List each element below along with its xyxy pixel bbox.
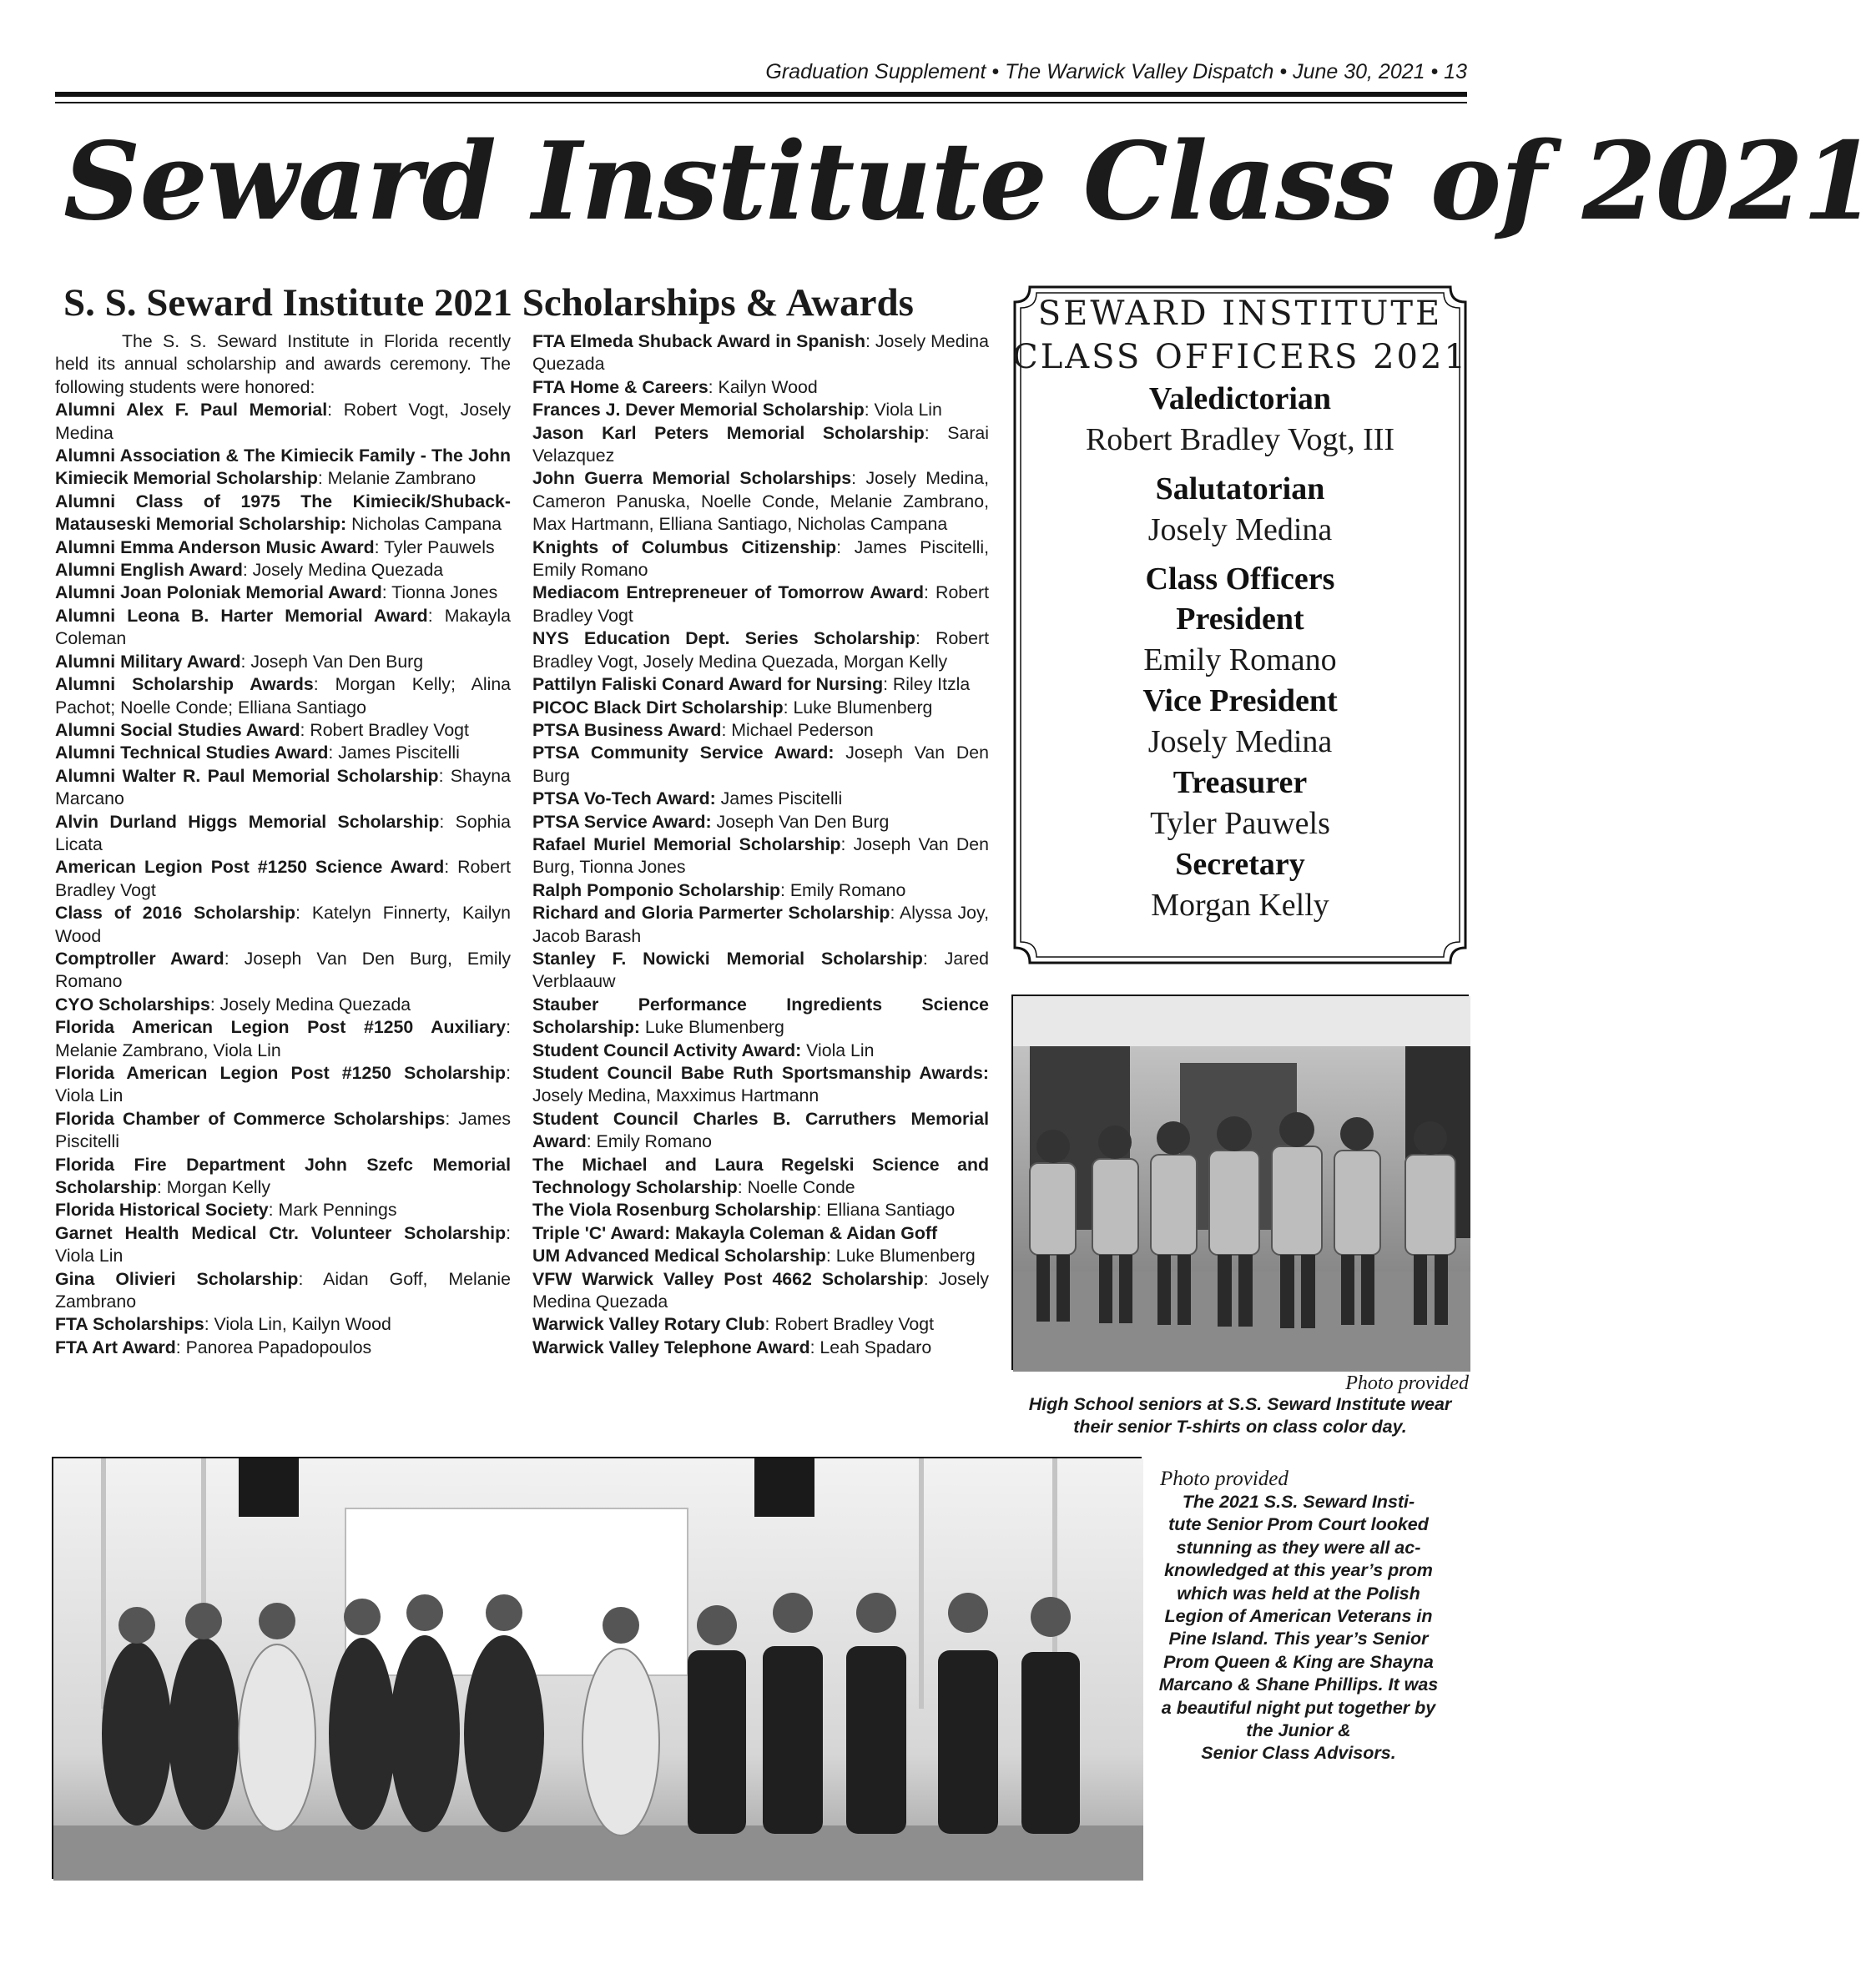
award-entry bbox=[55, 1062, 511, 1108]
award-entry bbox=[55, 765, 511, 811]
award-entry bbox=[532, 879, 989, 902]
award-entry bbox=[55, 811, 511, 857]
prom-court-photo bbox=[52, 1457, 1142, 1879]
award-entry bbox=[55, 651, 511, 673]
award-name: Alumni Social Studies Award bbox=[55, 719, 300, 740]
award-recipients: : Luke Blumenberg bbox=[783, 697, 933, 718]
award-name: Class of 2016 Scholarship bbox=[55, 903, 295, 924]
award-recipients: : Riley Itzla bbox=[883, 674, 971, 695]
vice-president-name: Josely Medina bbox=[1147, 724, 1333, 759]
award-name: NYS Education Dept. Series Scholarship bbox=[532, 628, 915, 649]
award-recipients: : Alyssa Joy, Jacob Barash bbox=[532, 903, 990, 946]
award-name: Alumni Association & The Kimiecik Family - The John Kimiecik Memorial Scholarship bbox=[55, 446, 511, 489]
award-recipients: : Joseph Van Den Burg bbox=[240, 651, 424, 672]
award-recipients: : Aidan Goff, Melanie Zambrano bbox=[55, 1268, 511, 1312]
award-entry bbox=[532, 811, 989, 833]
award-name: VFW Warwick Valley Post 4662 Scholarship bbox=[532, 1268, 924, 1289]
award-recipients: : Sophia Licata bbox=[55, 811, 511, 854]
award-entry bbox=[532, 399, 989, 421]
award-recipients: Joseph Van Den Burg bbox=[532, 743, 989, 786]
award-recipients: Viola Lin bbox=[801, 1040, 875, 1060]
award-name: Jason Karl Peters Memorial Scholarship bbox=[532, 422, 925, 443]
award-recipients: : Emily Romano bbox=[586, 1131, 713, 1152]
class-officers-label: Class Officers bbox=[1145, 561, 1335, 597]
award-name: PTSA Community Service Award: bbox=[532, 743, 835, 763]
award-entry bbox=[532, 1154, 989, 1200]
award-recipients: : Josely Medina Quezada bbox=[242, 560, 444, 581]
award-recipients: : Melanie Zambrano bbox=[317, 468, 477, 489]
award-entry bbox=[532, 673, 989, 696]
award-recipients: : Tyler Pauwels bbox=[374, 536, 495, 557]
award-name: Alumni Emma Anderson Music Award bbox=[55, 536, 375, 557]
award-entry bbox=[532, 1245, 989, 1267]
caption-line: tute Senior Prom Court looked bbox=[1168, 1514, 1429, 1535]
secretary-label: Secretary bbox=[1175, 847, 1305, 882]
award-recipients: : James Piscitelli bbox=[55, 1108, 511, 1152]
award-recipients: : Luke Blumenberg bbox=[825, 1246, 976, 1266]
award-name: FTA Elmeda Shuback Award in Spanish bbox=[532, 331, 865, 351]
award-entry bbox=[55, 399, 511, 445]
award-name: Mediacom Entrepreneuer of Tomorrow Award bbox=[532, 582, 924, 603]
award-recipients: : Joseph Van Den Burg, Tionna Jones bbox=[532, 833, 989, 878]
treasurer-label: Treasurer bbox=[1172, 765, 1308, 800]
award-name: Florida Chamber of Commerce Scholarships bbox=[55, 1108, 446, 1129]
officers-heading-line2: CLASS OFFICERS 2021 bbox=[1012, 338, 1468, 376]
award-name: Warwick Valley Rotary Club bbox=[532, 1314, 765, 1335]
award-entry bbox=[532, 994, 989, 1040]
award-entry bbox=[55, 491, 511, 536]
award-name: UM Advanced Medical Scholarship bbox=[532, 1246, 826, 1266]
header-rule bbox=[55, 92, 1467, 97]
award-entry bbox=[532, 627, 989, 673]
award-entry bbox=[532, 1199, 989, 1221]
award-entry bbox=[532, 719, 989, 742]
award-entry bbox=[55, 673, 511, 719]
award-entry bbox=[55, 902, 511, 948]
award-name: Student Council Activity Award: bbox=[532, 1040, 802, 1060]
award-recipients: : Sarai Velazquez bbox=[532, 422, 989, 466]
award-recipients: : Elliana Santiago bbox=[816, 1200, 956, 1221]
president-label: President bbox=[1176, 602, 1304, 637]
award-name: Pattilyn Faliski Conard Award for Nursing bbox=[532, 674, 884, 695]
award-recipients: : Mark Pennings bbox=[268, 1200, 397, 1221]
award-recipients: : Panorea Papadopoulos bbox=[175, 1337, 372, 1357]
award-entry bbox=[55, 1337, 511, 1359]
award-entry bbox=[532, 1313, 989, 1336]
award-entry bbox=[55, 719, 511, 742]
award-recipients: : Melanie Zambrano, Viola Lin bbox=[55, 1017, 511, 1060]
award-entry bbox=[532, 467, 989, 536]
award-entry bbox=[55, 994, 511, 1016]
award-name: The Michael and Laura Regelski Science and Technology Scholarship bbox=[532, 1154, 989, 1198]
salutatorian-label: Salutatorian bbox=[1155, 471, 1325, 506]
award-recipients: : Emily Romano bbox=[780, 879, 906, 900]
award-name: John Guerra Memorial Scholarships bbox=[532, 468, 852, 489]
award-recipients: : Michael Pederson bbox=[721, 719, 874, 740]
caption-line: Senior Class Advisors. bbox=[1201, 1743, 1396, 1764]
award-entry bbox=[532, 1108, 989, 1154]
award-entry bbox=[55, 1313, 511, 1336]
award-name: The Viola Rosenburg Scholarship bbox=[532, 1200, 817, 1221]
award-entry bbox=[532, 330, 989, 376]
award-name: Florida Fire Department John Szefc Memorial Scholarship bbox=[55, 1154, 511, 1198]
award-entry bbox=[55, 856, 511, 902]
award-recipients: : Jared Verblaauw bbox=[532, 948, 990, 992]
award-entry bbox=[55, 1268, 511, 1314]
award-entry bbox=[55, 948, 511, 994]
caption-line: Prom Queen & King are Shayna bbox=[1163, 1651, 1434, 1672]
award-entry bbox=[532, 376, 989, 399]
award-recipients: : Kailyn Wood bbox=[708, 376, 818, 397]
award-recipients: : Robert Bradley Vogt bbox=[300, 719, 469, 740]
caption-line: a beautiful night put together by bbox=[1161, 1697, 1436, 1718]
officers-heading-line1: SEWARD INSTITUTE bbox=[1037, 295, 1443, 333]
award-name: Gina Olivieri Scholarship bbox=[55, 1268, 299, 1289]
prom-photo-caption bbox=[1153, 1491, 1444, 1765]
award-entry bbox=[532, 697, 989, 719]
award-name: Alumni Leona B. Harter Memorial Award bbox=[55, 605, 428, 626]
president-name: Emily Romano bbox=[1143, 642, 1337, 677]
award-entry bbox=[55, 1222, 511, 1268]
award-recipients: : Viola Lin bbox=[55, 1222, 511, 1266]
award-name: Alvin Durland Higgs Memorial Scholarship bbox=[55, 811, 440, 832]
caption-line: Pine Island. This year’s Senior bbox=[1168, 1629, 1429, 1649]
page-title: Seward Institute Class of 2021 bbox=[63, 119, 1876, 244]
award-recipients: : Noelle Conde bbox=[737, 1177, 855, 1198]
award-name: Alumni Scholarship Awards bbox=[55, 674, 314, 695]
award-recipients: : Robert Bradley Vogt bbox=[55, 857, 511, 900]
award-name: PTSA Service Award: bbox=[532, 811, 712, 832]
award-name: Student Council Charles B. Carruthers Memorial Award bbox=[532, 1108, 989, 1152]
caption-line: The 2021 S.S. Seward Insti- bbox=[1182, 1492, 1415, 1512]
award-entry bbox=[532, 582, 989, 627]
award-entry bbox=[55, 605, 511, 651]
award-name: Florida American Legion Post #1250 Scholarship bbox=[55, 1063, 507, 1083]
award-entry bbox=[55, 582, 511, 604]
award-recipients: : Viola Lin bbox=[55, 1063, 511, 1106]
award-name: Florida Historical Society bbox=[55, 1200, 269, 1221]
award-recipients: : Morgan Kelly; Alina Pachot; Noelle Conde; Elliana Santiago bbox=[55, 674, 512, 718]
awards-intro: The S. S. Seward Institute in Florida recently held its annual scholarship and awards ceremony. The following students were honored: bbox=[55, 331, 511, 397]
secretary-name: Morgan Kelly bbox=[1151, 888, 1329, 923]
award-entry bbox=[532, 1337, 989, 1359]
seniors-photo-credit: Photo provided bbox=[1345, 1372, 1469, 1394]
award-entry bbox=[532, 788, 989, 810]
award-entry bbox=[532, 536, 989, 582]
award-entry bbox=[532, 902, 989, 948]
running-head: Graduation Supplement • The Warwick Valley Dispatch • June 30, 2021 • 13 bbox=[765, 60, 1467, 83]
treasurer-name: Tyler Pauwels bbox=[1150, 806, 1330, 841]
award-name: Alumni Walter R. Paul Memorial Scholarship bbox=[55, 765, 439, 786]
award-name: FTA Art Award bbox=[55, 1337, 176, 1357]
prom-photo-credit: Photo provided bbox=[1160, 1468, 1288, 1490]
seniors-photo-caption: High School seniors at S.S. Seward Institute wear their senior T-shirts on class color day. bbox=[1028, 1394, 1452, 1437]
awards-column-middle bbox=[532, 330, 989, 1359]
valedictorian-label: Valedictorian bbox=[1148, 381, 1332, 416]
award-name: Stanley F. Nowicki Memorial Scholarship bbox=[532, 948, 923, 969]
award-recipients: : Robert Bradley Vogt, Josely Medina Quezada, Morgan Kelly bbox=[532, 628, 989, 672]
valedictorian-name: Robert Bradley Vogt, III bbox=[1085, 422, 1395, 457]
award-name: Stauber Performance Ingredients Science Scholarship: bbox=[532, 994, 989, 1038]
award-name: Comptroller Award bbox=[55, 948, 224, 969]
award-entry bbox=[532, 1062, 989, 1108]
award-recipients: : Tionna Jones bbox=[381, 582, 498, 603]
award-entry bbox=[532, 422, 989, 468]
award-recipients: : Robert Vogt, Josely Medina bbox=[55, 400, 511, 443]
award-entry bbox=[55, 1108, 511, 1154]
vice-president-label: Vice President bbox=[1142, 683, 1338, 718]
award-entry bbox=[55, 445, 511, 491]
award-name: Warwick Valley Telephone Award bbox=[532, 1337, 810, 1357]
award-entry bbox=[55, 536, 511, 559]
award-entry bbox=[55, 742, 511, 764]
award-entry bbox=[55, 1154, 511, 1200]
award-recipients: Nicholas Campana bbox=[346, 514, 502, 535]
award-entry bbox=[55, 1199, 511, 1221]
award-name: Student Council Babe Ruth Sportsmanship Awards: bbox=[532, 1063, 989, 1083]
award-recipients: : Robert Bradley Vogt bbox=[532, 582, 989, 626]
awards-column-left bbox=[55, 330, 511, 1359]
award-name: FTA Home & Careers bbox=[532, 376, 709, 397]
caption-line: the Junior & bbox=[1246, 1720, 1351, 1741]
award-entry bbox=[532, 948, 989, 994]
award-recipients: Joseph Van Den Burg bbox=[711, 811, 890, 832]
award-name: Florida American Legion Post #1250 Auxiliary bbox=[55, 1017, 507, 1038]
award-recipients: : Robert Bradley Vogt bbox=[764, 1314, 934, 1335]
award-recipients: : Viola Lin, Kailyn Wood bbox=[204, 1314, 391, 1335]
award-name: Knights of Columbus Citizenship bbox=[532, 536, 837, 557]
award-recipients: : Leah Spadaro bbox=[809, 1337, 932, 1357]
award-recipients: : Viola Lin bbox=[864, 400, 942, 420]
award-recipients: Luke Blumenberg bbox=[640, 1017, 784, 1038]
award-recipients: : Katelyn Finnerty, Kailyn Wood bbox=[55, 903, 511, 946]
award-name: Alumni Class of 1975 The Kimiecik/Shuback-Matauseski Memorial Scholarship: bbox=[55, 491, 511, 535]
award-recipients: : Joseph Van Den Burg, Emily Romano bbox=[55, 948, 511, 992]
award-recipients: : Makayla Coleman bbox=[55, 605, 511, 649]
salutatorian-name: Josely Medina bbox=[1147, 512, 1333, 547]
award-recipients: : Morgan Kelly bbox=[156, 1177, 271, 1198]
award-recipients: : James Piscitelli, Emily Romano bbox=[532, 536, 989, 581]
award-recipients: : Josely Medina Quezada bbox=[532, 1268, 989, 1312]
award-name: Alumni Military Award bbox=[55, 651, 241, 672]
award-list-middle bbox=[532, 330, 989, 1359]
seniors-photo-image bbox=[1013, 996, 1470, 1372]
award-recipients: Josely Medina, Maxximus Hartmann bbox=[532, 1085, 819, 1106]
award-recipients: : Josely Medina Quezada bbox=[209, 994, 411, 1015]
award-recipients: James Piscitelli bbox=[715, 788, 843, 809]
award-name: PTSA Vo-Tech Award: bbox=[532, 788, 716, 809]
award-name: Frances J. Dever Memorial Scholarship bbox=[532, 400, 865, 420]
award-entry bbox=[532, 1222, 989, 1245]
award-name: Triple 'C' Award: Makayla Coleman & Aidan Goff bbox=[532, 1222, 938, 1243]
award-entry bbox=[55, 559, 511, 582]
award-name: Rafael Muriel Memorial Scholarship bbox=[532, 833, 841, 854]
prom-court-photo-image bbox=[53, 1458, 1143, 1881]
award-name: PICOC Black Dirt Scholarship bbox=[532, 697, 784, 718]
award-name: Alumni Technical Studies Award bbox=[55, 743, 329, 763]
award-name: Alumni English Award bbox=[55, 560, 243, 581]
caption-line: which was held at the Polish bbox=[1177, 1583, 1420, 1604]
caption-line: knowledged at this year’s prom bbox=[1164, 1560, 1433, 1581]
award-name: American Legion Post #1250 Science Award bbox=[55, 857, 445, 878]
award-recipients: : Josely Medina, Cameron Panuska, Noelle Conde, Melanie Zambrano, Max Hartmann, Elliana Santiago, Nicholas Campana bbox=[532, 468, 990, 535]
award-name: PTSA Business Award bbox=[532, 719, 722, 740]
awards-headline: S. S. Seward Institute 2021 Scholarships & Awards bbox=[63, 281, 914, 325]
award-name: Garnet Health Medical Ctr. Volunteer Scholarship bbox=[55, 1222, 507, 1243]
award-entry bbox=[532, 742, 989, 788]
award-name: Alumni Joan Poloniak Memorial Award bbox=[55, 582, 382, 603]
award-recipients: : James Piscitelli bbox=[328, 743, 460, 763]
caption-line: Marcano & Shane Phillips. It was bbox=[1158, 1674, 1439, 1695]
award-entry bbox=[532, 1268, 989, 1314]
award-name: CYO Scholarships bbox=[55, 994, 210, 1015]
award-recipients: : Shayna Marcano bbox=[55, 765, 511, 809]
award-name: Alumni Alex F. Paul Memorial bbox=[55, 400, 328, 420]
caption-line: stunning as they were all ac- bbox=[1176, 1537, 1421, 1558]
award-recipients: : Josely Medina Quezada bbox=[532, 331, 989, 375]
award-entry bbox=[55, 1016, 511, 1062]
award-name: Richard and Gloria Parmerter Scholarship bbox=[532, 903, 890, 924]
class-officers-box bbox=[1011, 284, 1469, 966]
seniors-photo bbox=[1011, 995, 1469, 1370]
award-entry bbox=[532, 1040, 989, 1062]
award-name: Ralph Pomponio Scholarship bbox=[532, 879, 780, 900]
award-name: FTA Scholarships bbox=[55, 1314, 204, 1335]
award-list-left bbox=[55, 399, 511, 1359]
award-entry bbox=[532, 833, 989, 879]
caption-line: Legion of American Veterans in bbox=[1164, 1606, 1433, 1627]
